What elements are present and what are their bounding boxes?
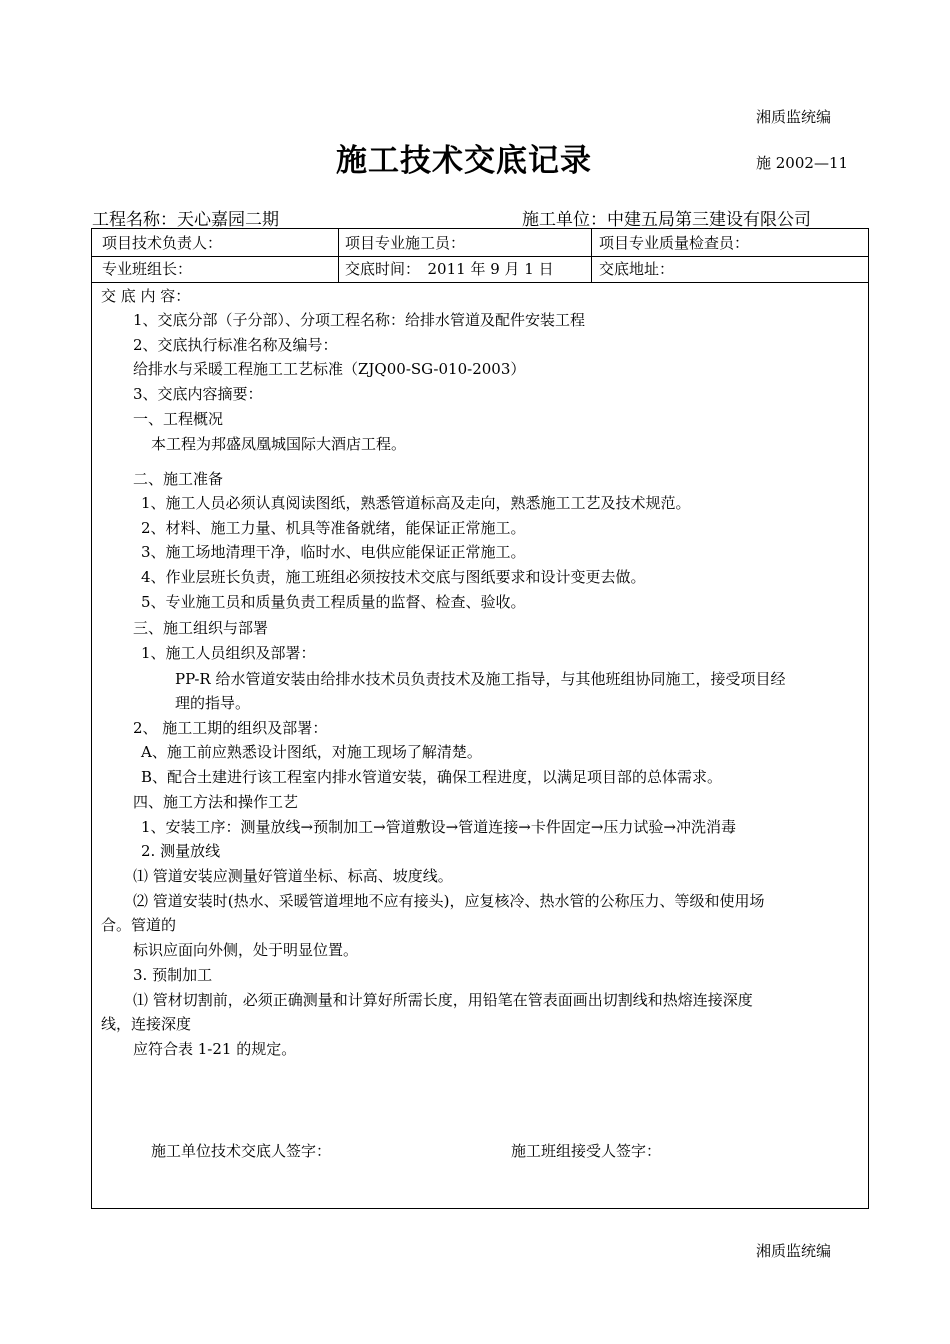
technical-lead-label: 项目技术负责人：	[102, 234, 223, 252]
content-heading: 交 底 内 容：	[101, 287, 191, 305]
content-line: 4、作业层班长负责，施工班组必须按技术交底与图纸要求和设计变更去做。	[141, 568, 646, 586]
content-line: 1、安装工序：测量放线→预制加工→管道敷设→管道连接→卡件固定→压力试验→冲洗消毒	[141, 818, 736, 836]
content-line: 2、交底执行标准名称及编号：	[133, 336, 338, 354]
project-name: 工程名称：天心嘉园二期	[92, 210, 279, 230]
content-line: 本工程为邦盛凤凰城国际大酒店工程。	[151, 435, 407, 453]
section-heading: 一、工程概况	[133, 410, 224, 428]
content-line: PP-R 给水管道安装由给排水技术员负责技术及施工指导，与其他班组协同施工，接受项目经	[175, 670, 786, 688]
bottom-editor-note: 湘质监统编	[756, 1242, 832, 1260]
content-line: 2. 测量放线	[141, 842, 221, 860]
content-line: B、配合土建进行该工程室内排水管道安装，确保工程进度，以满足项目部的总体需求。	[141, 768, 723, 786]
content-line: 标识应面向外侧，处于明显位置。	[133, 941, 359, 959]
briefer-signature-label: 施工单位技术交底人签字：	[151, 1142, 332, 1160]
section-heading: 三、施工组织与部署	[133, 619, 269, 637]
content-line: ⑴ 管道安装应测量好管道坐标、标高、坡度线。	[133, 867, 453, 885]
site-engineer-label: 项目专业施工员：	[345, 234, 466, 252]
content-line: 3、施工场地清理干净，临时水、电供应能保证正常施工。	[141, 543, 526, 561]
receiver-signature-label: 施工班组接受人签字：	[511, 1142, 662, 1160]
content-line: 合。管道的	[101, 916, 177, 934]
quality-inspector-label: 项目专业质量检查员：	[599, 234, 750, 252]
record-table	[91, 228, 869, 1209]
briefing-time: 交底时间： 2011 年 9 月 1 日	[345, 260, 554, 278]
content-line: 给排水与采暖工程施工工艺标准（ZJQ00-SG-010-2003）	[133, 360, 526, 378]
briefing-location-label: 交底地址：	[599, 260, 675, 278]
content-line: 3、交底内容摘要：	[133, 385, 263, 403]
content-line: 1、交底分部（子分部）、分项工程名称：给排水管道及配件安装工程	[133, 311, 586, 329]
content-line: ⑵ 管道安装时(热水、采暖管道埋地不应有接头)，应复核冷、热水管的公称压力、等级和使用场	[133, 892, 765, 910]
content-line: 1、施工人员组织及部署：	[141, 644, 316, 662]
section-heading: 四、施工方法和操作工艺	[133, 793, 299, 811]
content-line: 2、材料、施工力量、机具等准备就绪，能保证正常施工。	[141, 519, 526, 537]
table-divider	[92, 282, 868, 283]
form-code: 施 2002—11	[756, 154, 849, 172]
team-leader-label: 专业班组长：	[102, 260, 193, 278]
content-line: 3. 预制加工	[133, 966, 213, 984]
contractor-name: 施工单位：中建五局第三建设有限公司	[522, 210, 811, 230]
content-line: 5、专业施工员和质量负责工程质量的监督、检查、验收。	[141, 593, 526, 611]
content-line: 2、 施工工期的组织及部署：	[133, 719, 328, 737]
top-editor-note: 湘质监统编	[756, 108, 832, 126]
content-line: 线，连接深度	[101, 1015, 192, 1033]
table-divider	[92, 256, 868, 257]
document-title: 施工技术交底记录	[336, 143, 592, 179]
content-line: 应符合表 1-21 的规定。	[133, 1040, 297, 1058]
content-line: 理的指导。	[175, 694, 251, 712]
content-line: A、施工前应熟悉设计图纸，对施工现场了解清楚。	[141, 743, 482, 761]
table-divider	[591, 229, 592, 282]
table-divider	[338, 229, 339, 282]
content-line: 1、施工人员必须认真阅读图纸，熟悉管道标高及走向，熟悉施工工艺及技术规范。	[141, 494, 691, 512]
content-line: ⑴ 管材切割前，必须正确测量和计算好所需长度，用铅笔在管表面画出切割线和热熔连接深度	[133, 991, 753, 1009]
section-heading: 二、施工准备	[133, 470, 224, 488]
